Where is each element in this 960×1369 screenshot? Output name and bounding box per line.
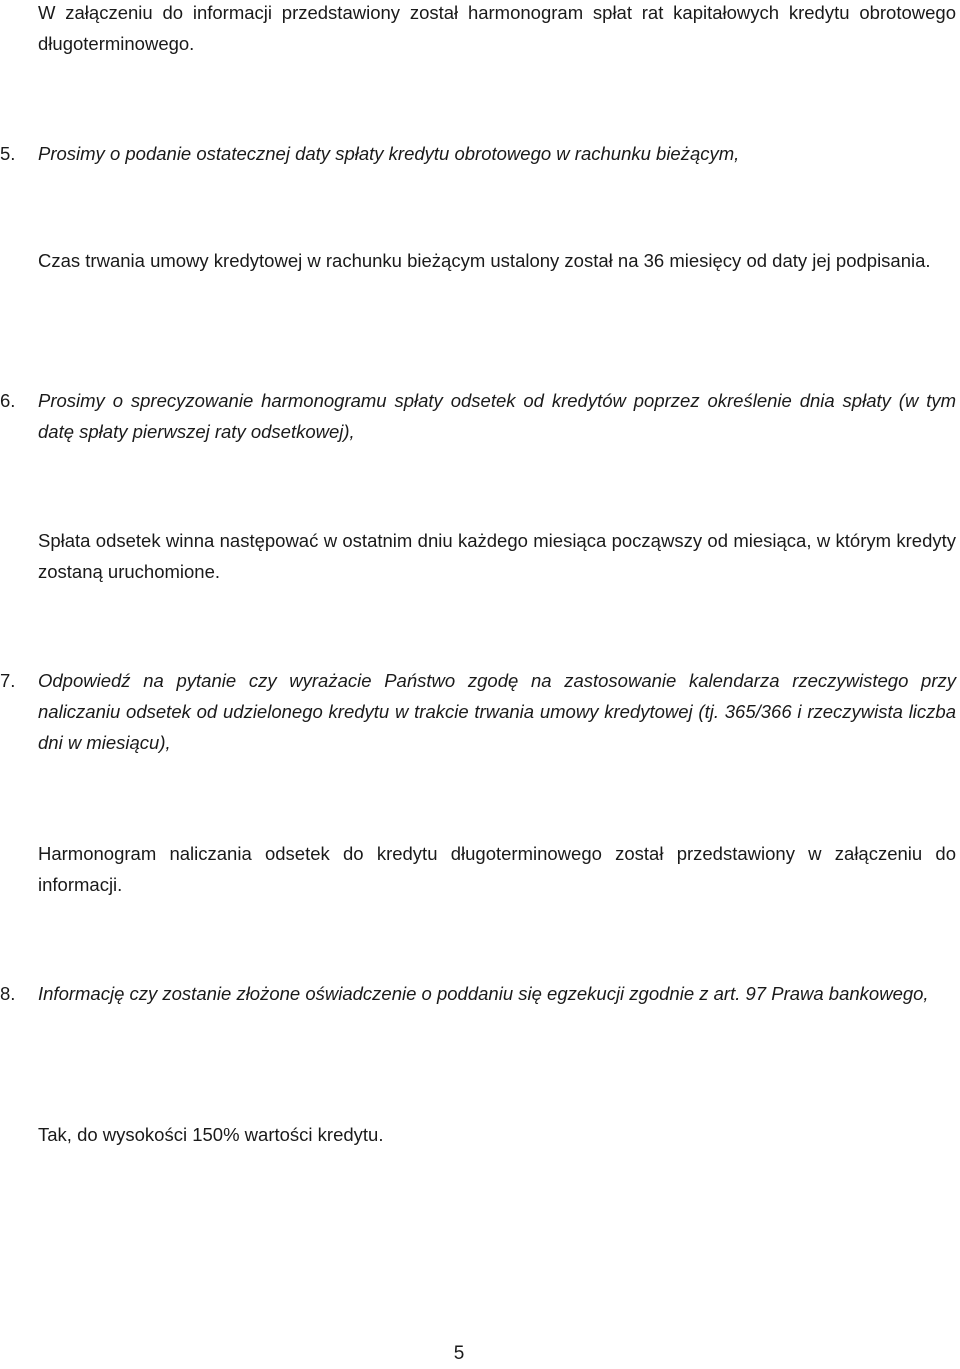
answer-8: Tak, do wysokości 150% wartości kredytu.: [38, 1124, 384, 1145]
question-text: Prosimy o podanie ostatecznej daty spłaty kredytu obrotowego w rachunku bieżącym,: [38, 143, 740, 164]
question-6: [0, 385, 956, 447]
answer-7: Harmonogram naliczania odsetek do kredytu długoterminowego został przedstawiony w załączeniu do informacji.: [38, 843, 956, 895]
question-7: [0, 665, 956, 758]
question-text: Informację czy zostanie złożone oświadczenie o poddaniu się egzekucji zgodnie z art. 97 Prawa bankowego,: [38, 983, 929, 1004]
question-number: 8.: [0, 983, 16, 1004]
intro-paragraph: W załączeniu do informacji przedstawiony został harmonogram spłat rat kapitałowych kredytu obrotowego długoterminowego.: [38, 2, 956, 54]
question-5: [0, 138, 956, 169]
question-number: 5.: [0, 143, 16, 164]
question-number: 7.: [0, 670, 16, 691]
question-text: Prosimy o sprecyzowanie harmonogramu spłaty odsetek od kredytów poprzez określenie dnia spłaty (w tym datę spłaty pierwszej raty odsetkowej),: [38, 390, 956, 442]
page-number: 5: [453, 1343, 465, 1364]
question-text: Odpowiedź na pytanie czy wyrażacie Państwo zgodę na zastosowanie kalendarza rzeczywistego przy naliczaniu odsetek od udzielonego kredytu w trakcie trwania umowy kredytowej (tj. 365/366 i rzeczywista liczba dni w miesiącu),: [38, 670, 956, 753]
answer-6: Spłata odsetek winna następować w ostatnim dniu każdego miesiąca począwszy od miesiąca, w którym kredyty zostaną uruchomione.: [38, 530, 956, 582]
question-8: [0, 978, 956, 1009]
question-number: 6.: [0, 390, 16, 411]
answer-5: Czas trwania umowy kredytowej w rachunku bieżącym ustalony został na 36 miesięcy od daty jej podpisania.: [38, 250, 931, 271]
